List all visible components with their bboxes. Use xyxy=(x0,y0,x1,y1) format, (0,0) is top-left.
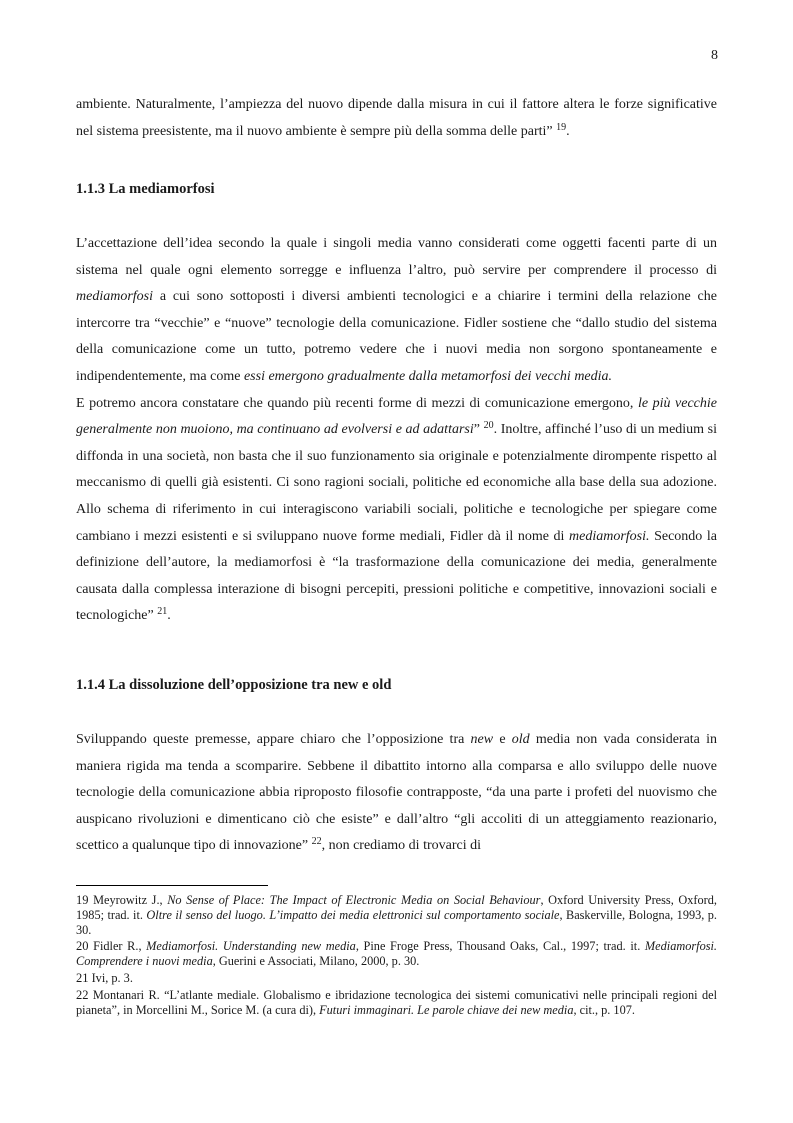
footnote-number: 22 xyxy=(76,987,89,1002)
paragraph-dissoluzione xyxy=(76,727,717,860)
text-run: Montanari R. “L’atlante mediale. Globalismo e ibridazione tecnologica dei sistemi comunicativi nelle principali regioni del pianeta”, in Morcellini M., Sorice M. (a cura di), xyxy=(76,987,717,1017)
paragraph-mediamorfosi xyxy=(76,231,717,630)
footnote-19 xyxy=(76,893,717,937)
text-run: Fidler R., xyxy=(88,939,147,954)
italic-run: essi emergono gradualmente dalla metamorfosi dei vecchi media. xyxy=(243,368,613,384)
footnote-21 xyxy=(76,971,717,986)
text-run: . xyxy=(167,608,171,624)
section-heading-mediamorfosi: 1.1.3 La mediamorfosi xyxy=(76,181,215,197)
italic-run: Mediamorfosi. Comprendere i nuovi media xyxy=(76,939,717,969)
italic-run: mediamorfosi xyxy=(76,289,153,305)
footnote-22 xyxy=(76,988,717,1018)
italic-run: Mediamorfosi. Understanding new media xyxy=(146,939,356,954)
text-run: , Oxford University Press, Oxford, 1985; trad. it. xyxy=(76,893,717,922)
text-run: E potremo ancora constatare che quando più recenti forme di mezzi di comunicazione emergono, xyxy=(76,395,638,411)
text-run: ” xyxy=(473,422,480,438)
text-run: Sviluppando queste premesse, appare chiaro che l’opposizione tra xyxy=(76,732,471,747)
text-run: , Guerini e Associati, Milano, 2000, p. 30. xyxy=(212,954,420,969)
text-run: . Inoltre, affinché l’uso di un medium si diffonda in una società, non basta che il suo funzionamento sia originale e potenzialmente dirompente rispetto al meccanismo di quelli già esistenti. Ci sono ragioni sociali, politiche ed economiche alla base della sua adozione. Allo schema di riferimento in cui interagiscono variabili sociali, politiche e tecnologiche per spiegare come cambiano i mezzi esistenti e si sviluppano nuove forme mediali, Fidler dà il nome di xyxy=(76,422,718,544)
italic-run: mediamorfosi. xyxy=(569,528,650,544)
section-heading-dissoluzione: 1.1.4 La dissoluzione dell’opposizione tra new e old xyxy=(76,677,392,693)
text-run: media non vada considerata in maniera rigida ma tenda a scomparire. Sebbene il dibattito intorno alla comparsa e allo sviluppo delle nuove tecnologie della comunicazione abbia riproposto filosofie contrapposte, “da una parte i profeti del nuovismo che auspicano rivoluzioni e dimenticano ciò che esiste” e dall’altro “gli accoliti di un atteggiamento reazionario, scettico a qualunque tipo di innovazione” xyxy=(76,732,717,854)
text-run: e xyxy=(493,732,512,747)
text-run: , Baskerville, Bologna, 1993, p. 30. xyxy=(76,907,717,937)
text-run: Secondo la definizione dell’autore, la mediamorfosi è “la trasformazione della comunicazione dei media, generalmente causata dalla complessa interazione di bisogni percepiti, pressioni politiche e competitive, innovazioni sociali e tecnologiche” xyxy=(76,528,717,624)
text-run: L’accettazione dell’idea secondo la quale i singoli media vanno considerati come oggetti facenti parte di un sistema nel quale ogni elemento sorregge e influenza l’altro, può servire per comprendere il processo di xyxy=(76,236,717,278)
text-run: . xyxy=(566,123,570,139)
italic-run: Oltre il senso del luogo. L’impatto dei media elettronici sul comportamento sociale xyxy=(146,907,560,922)
footnote-number: 21 xyxy=(76,970,89,985)
italic-run: new xyxy=(470,732,494,747)
text-run: Meyrowitz J., xyxy=(88,893,168,907)
italic-run: le più vecchie generalmente non muoiono, ma continuano ad evolversi e ad adattarsi xyxy=(76,395,717,438)
text-run: Ivi, p. 3. xyxy=(88,970,133,985)
text-run: , cit., p. 107. xyxy=(573,1002,635,1017)
footnote-separator xyxy=(76,885,268,886)
footnote-ref-19[interactable]: 19 xyxy=(556,121,567,133)
footnote-ref-21[interactable]: 21 xyxy=(157,606,168,618)
text-run: a cui sono sottoposti i diversi ambienti tecnologici e a chiarire i termini della relazione che intercorre tra “vecchie” e “nuove” tecnologie della comunicazione. Fidler sostiene che “dallo studio del sistema della comunicazione come un tutto, potremo vedere che i nuovi media non sorgono spontaneamente e indipendentemente, ma come xyxy=(76,289,717,384)
italic-run: Futuri immaginari. Le parole chiave dei new media xyxy=(319,1002,574,1017)
footnote-20 xyxy=(76,939,717,969)
text-run: ambiente. Naturalmente, l’ampiezza del nuovo dipende dalla misura in cui il fattore altera le forze significative nel sistema preesistente, ma il nuovo ambiente è sempre più della somma delle parti” xyxy=(76,97,717,139)
footnotes xyxy=(76,893,717,1019)
italic-run: old xyxy=(511,732,530,747)
italic-run: No Sense of Place: The Impact of Electronic Media on Social Behaviour xyxy=(167,893,541,907)
footnote-number: 20 xyxy=(76,939,89,954)
footnote-number: 19 xyxy=(76,893,89,907)
footnote-ref-20[interactable]: 20 xyxy=(483,420,494,432)
text-run: , non crediamo di trovarci di xyxy=(321,838,481,854)
paragraph-continuation xyxy=(76,92,717,145)
page-number: 8 xyxy=(711,48,718,63)
text-run: , Pine Froge Press, Thousand Oaks, Cal., 1997; trad. it. xyxy=(355,939,645,954)
footnote-ref-22[interactable]: 22 xyxy=(311,836,322,848)
